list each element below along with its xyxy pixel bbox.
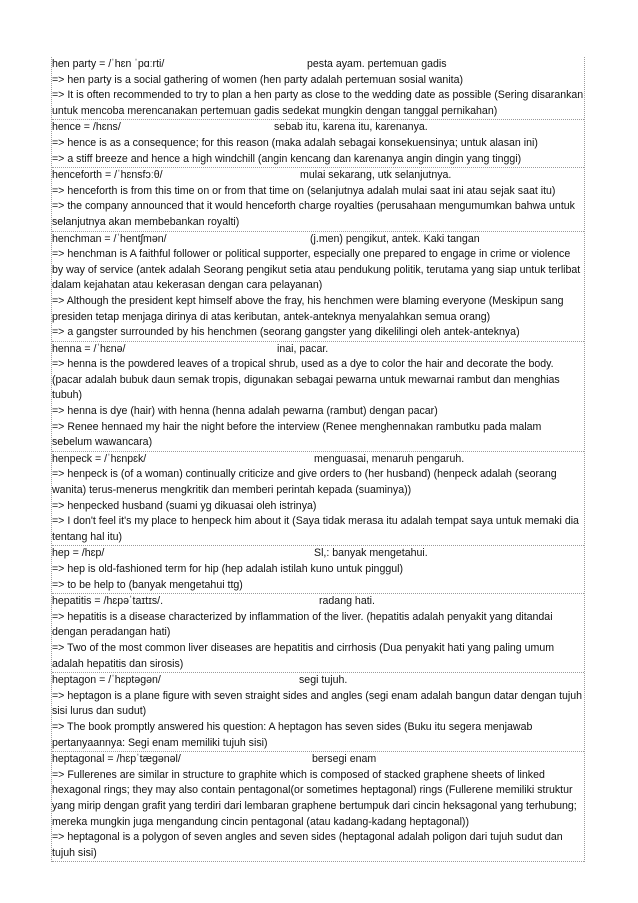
headword-pronunciation: heptagon = /ˈhɛptəgən/ bbox=[52, 674, 161, 687]
headword-meaning: menguasai, menaruh pengaruh. bbox=[314, 452, 465, 465]
entry-headword bbox=[52, 57, 584, 73]
frame-right-border bbox=[584, 57, 585, 862]
entry-henpeck bbox=[52, 452, 584, 547]
headword-meaning: segi tujuh. bbox=[299, 674, 348, 687]
headword-meaning: Sl,: banyak mengetahui. bbox=[314, 547, 428, 560]
headword-meaning: (j.men) pengikut, antek. Kaki tangan bbox=[310, 232, 480, 245]
headword-pronunciation: hence = /hɛns/ bbox=[52, 121, 121, 134]
dictionary-page bbox=[52, 57, 584, 862]
entry-headword bbox=[52, 752, 584, 768]
headword-meaning: bersegi enam bbox=[312, 753, 377, 766]
headword-pronunciation: heptagonal = /hɛpˈtægənəl/ bbox=[52, 753, 181, 766]
example-line: => a stiff breeze and hence a high windchill (angin kencang dan karenanya angin dingin yang tinggi) bbox=[52, 152, 522, 165]
example-line: => hep is old-fashioned term for hip (hep adalah istilah kuno untuk pinggul) bbox=[52, 563, 403, 575]
headword-pronunciation: henceforth = /ˈhɛnsfɔːθ/ bbox=[52, 169, 163, 182]
entry-headword bbox=[52, 594, 584, 610]
headword-pronunciation: hepatitis = /hɛpəˈtaɪtɪs/. bbox=[52, 595, 164, 608]
example-line: => heptagonal is a polygon of seven angles and seven sides (heptagonal adalah poligon dari tujuh sudut dan tujuh sisi) bbox=[52, 831, 563, 859]
headword-meaning: pesta ayam. pertemuan gadis bbox=[307, 58, 447, 70]
entry-headword bbox=[52, 120, 584, 136]
headword-meaning: radang hati. bbox=[319, 595, 375, 608]
example-line: => heptagon is a plane figure with seven straight sides and angles (segi enam adalah bangun datar dengan tujuh sisi lurus dan sudut) bbox=[52, 689, 583, 718]
entry-henceforth bbox=[52, 168, 584, 231]
example-line: => henceforth is from this time on or from that time on (selanjutnya adalah mulai saat ini atau sejak saat itu) bbox=[52, 184, 556, 197]
entry-heptagon bbox=[52, 673, 584, 752]
entry-hen-party bbox=[52, 57, 584, 120]
headword-pronunciation: henchman = /ˈhentʃmən/ bbox=[52, 232, 167, 245]
example-line: => Two of the most common liver diseases are hepatitis and cirrhosis (Dua penyakit hati yang paling umum adalah hepatitis dan sirosis) bbox=[52, 641, 555, 670]
example-line: => hence is as a consequence; for this reason (maka adalah sebagai konsekuensinya; untuk alasan ini) bbox=[52, 136, 538, 149]
entry-headword bbox=[52, 673, 584, 689]
example-line: => a gangster surrounded by his henchmen (seorang gangster yang dikelilingi oleh antek-anteknya) bbox=[52, 326, 520, 339]
example-line: => henna is dye (hair) with henna (henna adalah pewarna (rambut) dengan pacar) bbox=[52, 405, 438, 418]
example-line: => Although the president kept himself above the fray, his henchmen were blaming everyone (Meskipun sang presiden tetap menjaga dirinya di atas keributan, antek-anteknya menyalahkan semua orang) bbox=[52, 294, 564, 323]
example-line: => to be help to (banyak mengetahui ttg) bbox=[52, 578, 243, 591]
example-line: => the company announced that it would henceforth charge royalties (perusahaan mengumumkan bahwa untuk selanjutnya akan membebankan royalti) bbox=[52, 200, 575, 228]
example-line: => The book promptly answered his question: A heptagon has seven sides (Buku itu segera menjawab pertanyaannya: Segi enam memiliki tujuh sisi) bbox=[52, 720, 533, 749]
entry-hence bbox=[52, 120, 584, 168]
example-line: => It is often recommended to try to plan a hen party as close to the wedding date as possible (Sering disarankan untuk mencoba merencanakan pertemuan gadis sedekat mungkin dengan tanggal pernikahan) bbox=[52, 89, 584, 117]
example-line: => henchman is A faithful follower or political supporter, especially one prepared to engage in crime or violence by way of service (antek adalah Seorang pengikut setia atau pendukung politik, terutama yang siap untuk terlibat dalam kejahatan atau kekerasan dengan cara pelayanan) bbox=[52, 248, 581, 292]
entry-hepatitis bbox=[52, 594, 584, 673]
example-line: => hen party is a social gathering of women (hen party adalah pertemuan sosial wanita) bbox=[52, 73, 464, 86]
entry-headword bbox=[52, 452, 584, 468]
headword-pronunciation: henna = /ˈhɛnə/ bbox=[52, 342, 126, 355]
headword-meaning: inai, pacar. bbox=[277, 342, 329, 355]
entry-headword bbox=[52, 168, 584, 184]
headword-pronunciation: henpeck = /ˈhɛnpɛk/ bbox=[52, 452, 147, 465]
headword-pronunciation: hen party = /ˈhɛn ˈpɑːrti/ bbox=[52, 58, 165, 70]
entry-headword bbox=[52, 342, 584, 358]
example-line: => Renee hennaed my hair the night before the interview (Renee menghennakan rambutku pada malam sebelum wawancara) bbox=[52, 420, 542, 449]
example-line: => Fullerenes are similar in structure to graphite which is composed of stacked graphene sheets of linked hexagonal rings; they may also contain pentagonal(or sometimes heptagonal) rings (Fullerene memiliki struktur yang mirip dengan grafit yang terdiri dari lembaran graphene bertumpuk dari cincin heksagonal yang terhubung; mereka mungkin juga mengandung cincin pentagonal (atau kadang-kadang heptagonal)) bbox=[52, 768, 577, 828]
example-line: => I don't feel it's my place to henpeck him about it (Saya tidak merasa itu adalah tempat saya untuk memaki dia tentang hal itu) bbox=[52, 515, 579, 543]
entry-hep bbox=[52, 546, 584, 594]
entry-henna bbox=[52, 342, 584, 452]
example-line: => henpeck is (of a woman) continually criticize and give orders to (her husband) (henpeck adalah (seorang wanita) terus-menerus mengkritik dan memberi perintah kepada (suaminya)) bbox=[52, 468, 557, 497]
entry-headword bbox=[52, 546, 584, 562]
headword-meaning: mulai sekarang, utk selanjutnya. bbox=[300, 169, 452, 182]
example-line: => henpecked husband (suami yg dikuasai oleh istrinya) bbox=[52, 499, 317, 512]
entry-headword bbox=[52, 232, 584, 248]
entry-henchman bbox=[52, 232, 584, 342]
example-line: => henna is the powdered leaves of a tropical shrub, used as a dye to color the hair and decorate the body. (pacar adalah bubuk daun semak tropis, digunakan sebagai pewarna untuk mewarnai rambut dan menghias tubuh) bbox=[52, 358, 560, 402]
example-line: => hepatitis is a disease characterized by inflammation of the liver. (hepatitis adalah penyakit yang ditandai dengan peradangan hati) bbox=[52, 610, 553, 639]
headword-pronunciation: hep = /hɛp/ bbox=[52, 547, 105, 560]
entry-heptagonal bbox=[52, 752, 584, 862]
headword-meaning: sebab itu, karena itu, karenanya. bbox=[274, 121, 428, 134]
